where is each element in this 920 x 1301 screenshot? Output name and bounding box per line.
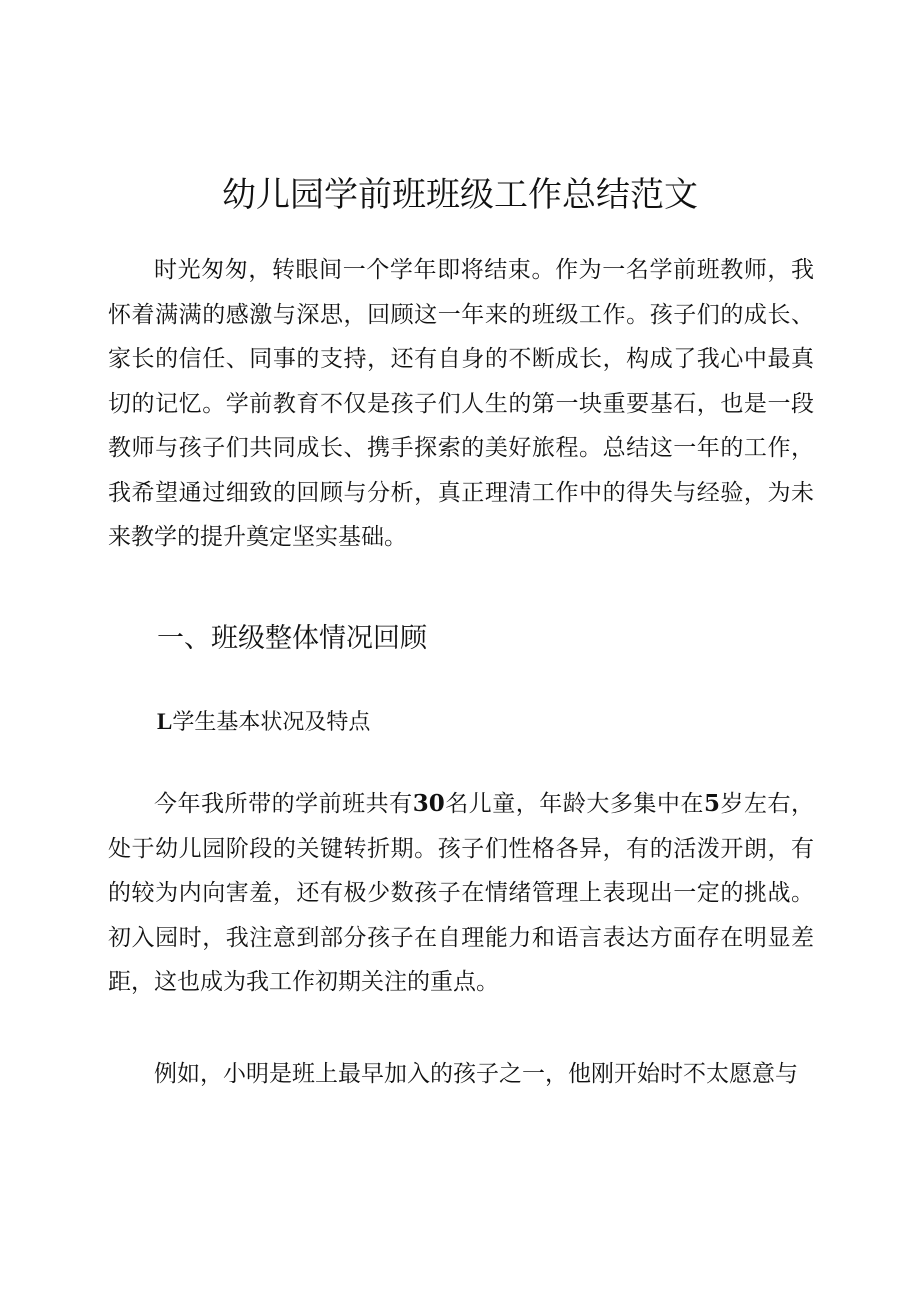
body-paragraph: 例如，小明是班上最早加入的孩子之一，他刚开始时不太愿意与 — [154, 1061, 798, 1087]
paragraph-text: 名儿童，年龄大多集中在 — [444, 791, 704, 817]
document-title: 幼儿园学前班班级工作总结范文 — [222, 175, 698, 215]
subsection-heading — [157, 702, 370, 743]
paragraph-text: 今年我所带的学前班共有 — [154, 791, 413, 817]
intro-paragraph: 时光匆匆，转眼间一个学年即将结束。作为一名学前班教师，我怀着满满的感激与深思，回顾这一年来的班级工作。孩子们的成长、家长的信任、同事的支持，还有自身的不断成长，构成了我心中最真切的记忆。学前教育不仅是孩子们人生的第一块重要基石，也是一段教师与孩子们共同成长、携手探索的美好旅程。总结这一年的工作，我希望通过细致的回顾与分析，真正理清工作中的得失与经验，为未来教学的提升奠定坚实基础。 — [108, 257, 814, 550]
subsection-number: L — [157, 709, 173, 734]
section-heading: 一、班级整体情况回顾 — [157, 623, 427, 654]
paragraph-text: 岁左右，处于幼儿园阶段的关键转折期。孩子们性格各异，有的活泼开朗，有的较为内向害羞，还有极少数孩子在情绪管理上表现出一定的挑战。初入园时，我注意到部分孩子在自理能力和语言表达方面存在明显差距，这也成为我工作初期关注的重点。 — [108, 791, 815, 995]
child-age: 5 — [703, 790, 720, 817]
body-paragraph — [108, 782, 814, 1005]
subsection-heading-text: 学生基本状况及特点 — [172, 710, 371, 735]
child-count: 30 — [412, 790, 445, 817]
